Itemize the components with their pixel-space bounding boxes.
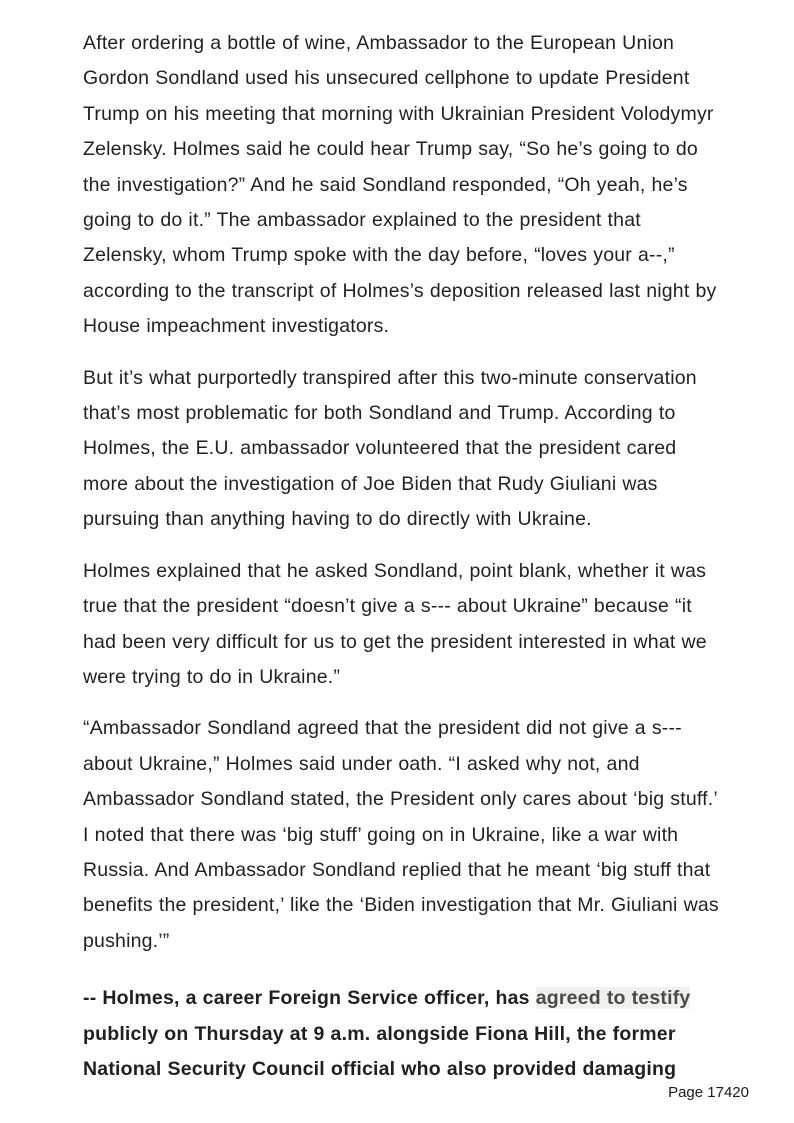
page-number-footer: Page 17420 bbox=[668, 1084, 749, 1101]
highlighted-link-text[interactable]: agreed to testify bbox=[535, 987, 691, 1010]
paragraph-1: After ordering a bottle of wine, Ambassador to the European Union Gordon Sondland used his unsecured cellphone to update President Trump on his meeting that morning with Ukrainian President Volodymyr Zelensky. Holmes said he could hear Trump say, “So he’s going to do the investigation?” And he said Sondland responded, “Oh yeah, he’s going to do it.” The ambassador explained to the president that Zelensky, whom Trump spoke with the day before, “loves your a--,” according to the transcript of Holmes’s deposition released last night by House impeachment investigators. bbox=[83, 32, 717, 338]
paragraph-2: But it’s what purportedly transpired after this two-minute conservation that’s most problematic for both Sondland and Trump. According to Holmes, the E.U. ambassador volunteered that the president cared more about the investigation of Joe Biden that Rudy Giuliani was pursuing than anything having to do directly with Ukraine. bbox=[83, 366, 697, 531]
paragraph-5-bold bbox=[83, 981, 723, 1087]
document-body bbox=[83, 26, 723, 1103]
page-top-clip bbox=[0, 0, 794, 30]
paragraph-3: Holmes explained that he asked Sondland, point blank, whether it was true that the president “doesn’t give a s--- about Ukraine” because “it had been very difficult for us to get the president interested in what we were trying to do in Ukraine.” bbox=[83, 559, 707, 688]
bold-tail-text: publicly on Thursday at 9 a.m. alongside Fiona Hill, the former National Security Council official who also provided damaging bbox=[83, 1022, 677, 1080]
paragraph-4: “Ambassador Sondland agreed that the president did not give a s--- about Ukraine,” Holmes said under oath. “I asked why not, and Ambassador Sondland stated, the President only cares about ‘big stuff.’ I noted that there was ‘big stuff’ going on in Ukraine, like a war with Russia. And Ambassador Sondland replied that he meant ‘big stuff that benefits the president,’ like the ‘Biden investigation that Mr. Giuliani was pushing.’” bbox=[83, 717, 719, 952]
bold-lead-text: -- Holmes, a career Foreign Service officer, has bbox=[83, 987, 536, 1010]
